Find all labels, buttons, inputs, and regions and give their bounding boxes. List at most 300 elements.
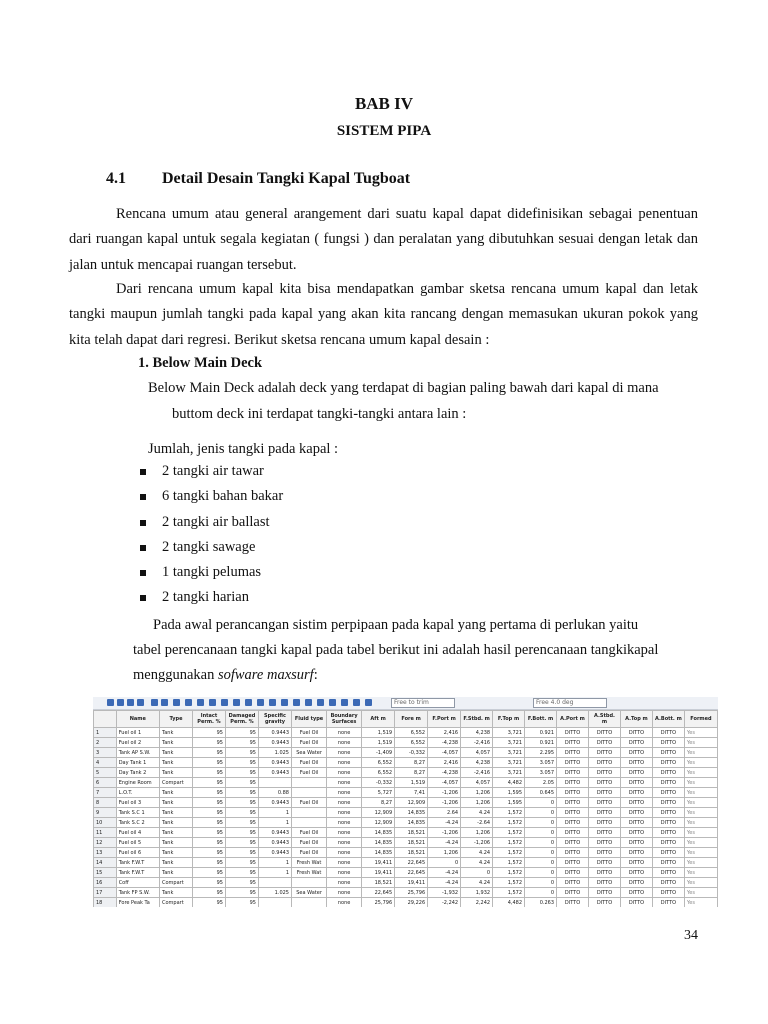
- table-cell[interactable]: Tank: [160, 808, 193, 818]
- table-cell[interactable]: 95: [226, 848, 259, 858]
- toolbar-button-icon[interactable]: [233, 699, 240, 706]
- table-cell[interactable]: none: [327, 768, 362, 778]
- table-cell[interactable]: 14,835: [362, 848, 395, 858]
- table-cell[interactable]: Yes: [684, 878, 717, 888]
- row-index[interactable]: 6: [94, 778, 117, 788]
- table-row[interactable]: [94, 888, 718, 898]
- table-cell[interactable]: 95: [226, 738, 259, 748]
- table-cell[interactable]: DITTO: [557, 888, 589, 898]
- row-index[interactable]: 1: [94, 728, 117, 738]
- table-cell[interactable]: [292, 818, 327, 828]
- column-header[interactable]: Formed: [684, 711, 717, 728]
- table-cell[interactable]: 95: [226, 858, 259, 868]
- table-cell[interactable]: Fuel Oil: [292, 828, 327, 838]
- row-index[interactable]: 13: [94, 848, 117, 858]
- table-cell[interactable]: [292, 808, 327, 818]
- table-cell[interactable]: -2,416: [461, 738, 493, 748]
- toolbar-button-icon[interactable]: [151, 699, 158, 706]
- table-cell[interactable]: 2,416: [428, 758, 461, 768]
- table-row[interactable]: [94, 788, 718, 798]
- table-cell[interactable]: DITTO: [620, 818, 652, 828]
- table-cell[interactable]: 95: [193, 848, 226, 858]
- column-header[interactable]: Type: [160, 711, 193, 728]
- column-header[interactable]: A.Port m: [557, 711, 589, 728]
- table-cell[interactable]: -4.24: [428, 838, 461, 848]
- table-row[interactable]: [94, 818, 718, 828]
- table-cell[interactable]: DITTO: [620, 898, 652, 908]
- row-index[interactable]: 4: [94, 758, 117, 768]
- toolbar-button-icon[interactable]: [353, 699, 360, 706]
- table-cell[interactable]: DITTO: [620, 738, 652, 748]
- toolbar-button-icon[interactable]: [257, 699, 264, 706]
- table-row[interactable]: [94, 778, 718, 788]
- table-cell[interactable]: none: [327, 788, 362, 798]
- table-cell[interactable]: Tank: [160, 868, 193, 878]
- table-cell[interactable]: DITTO: [652, 868, 684, 878]
- table-cell[interactable]: 3.057: [525, 768, 557, 778]
- toolbar-button-icon[interactable]: [185, 699, 192, 706]
- table-cell[interactable]: 1,572: [493, 858, 525, 868]
- table-cell[interactable]: [292, 878, 327, 888]
- table-cell[interactable]: 0.263: [525, 898, 557, 908]
- table-cell[interactable]: 4,482: [493, 898, 525, 908]
- heel-select[interactable]: Free 4.0 deg: [533, 698, 607, 708]
- table-cell[interactable]: none: [327, 758, 362, 768]
- table-cell[interactable]: DITTO: [652, 838, 684, 848]
- table-cell[interactable]: 1,519: [362, 738, 395, 748]
- table-cell[interactable]: DITTO: [652, 748, 684, 758]
- table-cell[interactable]: none: [327, 748, 362, 758]
- table-cell[interactable]: DITTO: [557, 728, 589, 738]
- table-cell[interactable]: DITTO: [652, 808, 684, 818]
- table-cell[interactable]: Fuel Oil: [292, 738, 327, 748]
- table-cell[interactable]: 0: [525, 888, 557, 898]
- table-cell[interactable]: DITTO: [557, 878, 589, 888]
- table-cell[interactable]: -4,057: [428, 778, 461, 788]
- column-header[interactable]: Aft m: [362, 711, 395, 728]
- table-cell[interactable]: none: [327, 818, 362, 828]
- table-cell[interactable]: DITTO: [620, 858, 652, 868]
- table-cell[interactable]: Tank: [160, 728, 193, 738]
- table-cell[interactable]: 3.057: [525, 758, 557, 768]
- table-cell[interactable]: DITTO: [620, 888, 652, 898]
- table-cell[interactable]: 95: [226, 748, 259, 758]
- table-cell[interactable]: 1: [259, 868, 292, 878]
- table-cell[interactable]: DITTO: [589, 778, 621, 788]
- table-cell[interactable]: 3,721: [493, 768, 525, 778]
- table-cell[interactable]: 8,27: [395, 758, 428, 768]
- trim-mode-select[interactable]: Free to trim: [391, 698, 455, 708]
- table-cell[interactable]: 6,552: [362, 768, 395, 778]
- column-header[interactable]: A.Bott. m: [652, 711, 684, 728]
- table-cell[interactable]: -1,206: [461, 838, 493, 848]
- table-cell[interactable]: DITTO: [652, 828, 684, 838]
- table-cell[interactable]: [259, 878, 292, 888]
- table-cell[interactable]: 18,521: [362, 878, 395, 888]
- table-cell[interactable]: Yes: [684, 838, 717, 848]
- row-index[interactable]: 17: [94, 888, 117, 898]
- table-cell[interactable]: 95: [193, 758, 226, 768]
- table-cell[interactable]: -4.24: [428, 878, 461, 888]
- table-cell[interactable]: 95: [193, 778, 226, 788]
- table-row[interactable]: [94, 858, 718, 868]
- table-cell[interactable]: Engine Room: [116, 778, 159, 788]
- table-cell[interactable]: -1,206: [428, 798, 461, 808]
- table-cell[interactable]: 95: [193, 808, 226, 818]
- table-cell[interactable]: Tank FP S.W.: [116, 888, 159, 898]
- table-cell[interactable]: 18,521: [395, 838, 428, 848]
- table-cell[interactable]: 95: [193, 828, 226, 838]
- toolbar-button-icon[interactable]: [293, 699, 300, 706]
- table-cell[interactable]: -1,206: [428, 828, 461, 838]
- table-cell[interactable]: 95: [226, 798, 259, 808]
- table-cell[interactable]: 25,796: [362, 898, 395, 908]
- table-cell[interactable]: Tank: [160, 818, 193, 828]
- table-row[interactable]: [94, 808, 718, 818]
- table-cell[interactable]: 3,721: [493, 758, 525, 768]
- table-cell[interactable]: [259, 778, 292, 788]
- table-cell[interactable]: 1,572: [493, 888, 525, 898]
- table-cell[interactable]: 19,411: [395, 878, 428, 888]
- row-index[interactable]: 10: [94, 818, 117, 828]
- table-cell[interactable]: 95: [226, 878, 259, 888]
- table-cell[interactable]: [292, 778, 327, 788]
- table-row[interactable]: [94, 738, 718, 748]
- row-index[interactable]: 9: [94, 808, 117, 818]
- table-cell[interactable]: 6,552: [395, 728, 428, 738]
- column-header[interactable]: A.Top m: [620, 711, 652, 728]
- table-cell[interactable]: 2.295: [525, 748, 557, 758]
- table-cell[interactable]: Tank S.C 1: [116, 808, 159, 818]
- table-cell[interactable]: DITTO: [557, 788, 589, 798]
- table-cell[interactable]: 1,572: [493, 848, 525, 858]
- table-cell[interactable]: none: [327, 898, 362, 908]
- table-cell[interactable]: Yes: [684, 778, 717, 788]
- table-cell[interactable]: DITTO: [652, 848, 684, 858]
- table-cell[interactable]: 22,645: [362, 888, 395, 898]
- table-cell[interactable]: 95: [193, 818, 226, 828]
- table-cell[interactable]: 14,835: [395, 818, 428, 828]
- table-cell[interactable]: Yes: [684, 868, 717, 878]
- table-cell[interactable]: Fuel Oil: [292, 798, 327, 808]
- table-cell[interactable]: 1,572: [493, 818, 525, 828]
- table-cell[interactable]: DITTO: [620, 788, 652, 798]
- table-cell[interactable]: 1,572: [493, 808, 525, 818]
- table-cell[interactable]: 0: [525, 848, 557, 858]
- table-cell[interactable]: 95: [193, 898, 226, 908]
- toolbar-button-icon[interactable]: [329, 699, 336, 706]
- row-index[interactable]: 3: [94, 748, 117, 758]
- table-cell[interactable]: 0.9443: [259, 838, 292, 848]
- table-cell[interactable]: 95: [226, 828, 259, 838]
- table-cell[interactable]: DITTO: [589, 788, 621, 798]
- table-cell[interactable]: DITTO: [589, 738, 621, 748]
- table-cell[interactable]: 0.9443: [259, 828, 292, 838]
- table-cell[interactable]: 95: [226, 778, 259, 788]
- table-cell[interactable]: 3,721: [493, 738, 525, 748]
- table-cell[interactable]: DITTO: [589, 748, 621, 758]
- toolbar-button-icon[interactable]: [173, 699, 180, 706]
- table-cell[interactable]: 95: [226, 768, 259, 778]
- table-cell[interactable]: Compart: [160, 878, 193, 888]
- toolbar-button-icon[interactable]: [209, 699, 216, 706]
- column-header[interactable]: Intact Perm. %: [193, 711, 226, 728]
- table-cell[interactable]: Yes: [684, 888, 717, 898]
- table-cell[interactable]: Tank F.W.T: [116, 868, 159, 878]
- toolbar-button-icon[interactable]: [127, 699, 134, 706]
- table-row[interactable]: [94, 768, 718, 778]
- table-cell[interactable]: Yes: [684, 828, 717, 838]
- table-cell[interactable]: DITTO: [589, 838, 621, 848]
- table-cell[interactable]: 0: [461, 868, 493, 878]
- column-header[interactable]: Fore m: [395, 711, 428, 728]
- table-cell[interactable]: DITTO: [652, 768, 684, 778]
- table-cell[interactable]: 95: [226, 728, 259, 738]
- table-cell[interactable]: 0.9443: [259, 728, 292, 738]
- table-cell[interactable]: DITTO: [652, 888, 684, 898]
- table-cell[interactable]: Yes: [684, 898, 717, 908]
- table-cell[interactable]: 95: [193, 838, 226, 848]
- table-cell[interactable]: Day Tank 1: [116, 758, 159, 768]
- table-cell[interactable]: DITTO: [620, 798, 652, 808]
- table-cell[interactable]: DITTO: [652, 738, 684, 748]
- table-cell[interactable]: 95: [226, 808, 259, 818]
- table-cell[interactable]: Fresh Wat: [292, 858, 327, 868]
- table-cell[interactable]: Yes: [684, 808, 717, 818]
- table-cell[interactable]: 12,909: [362, 818, 395, 828]
- table-cell[interactable]: DITTO: [589, 878, 621, 888]
- column-header[interactable]: A.Stbd. m: [589, 711, 621, 728]
- toolbar-button-icon[interactable]: [269, 699, 276, 706]
- row-index[interactable]: 5: [94, 768, 117, 778]
- table-cell[interactable]: 0: [428, 858, 461, 868]
- column-header[interactable]: Name: [116, 711, 159, 728]
- column-header[interactable]: F.Port m: [428, 711, 461, 728]
- table-cell[interactable]: none: [327, 778, 362, 788]
- table-cell[interactable]: Coff: [116, 878, 159, 888]
- table-cell[interactable]: 95: [193, 738, 226, 748]
- table-cell[interactable]: Tank: [160, 738, 193, 748]
- table-cell[interactable]: 0: [525, 858, 557, 868]
- table-cell[interactable]: 6,552: [395, 738, 428, 748]
- table-cell[interactable]: none: [327, 868, 362, 878]
- table-cell[interactable]: 7,41: [395, 788, 428, 798]
- table-cell[interactable]: [292, 788, 327, 798]
- table-cell[interactable]: Fuel Oil: [292, 728, 327, 738]
- table-cell[interactable]: 95: [226, 758, 259, 768]
- table-cell[interactable]: Tank: [160, 768, 193, 778]
- toolbar-button-icon[interactable]: [137, 699, 144, 706]
- column-header[interactable]: F.Bott. m: [525, 711, 557, 728]
- table-cell[interactable]: -0,332: [362, 778, 395, 788]
- table-cell[interactable]: DITTO: [620, 728, 652, 738]
- table-cell[interactable]: 6,552: [362, 758, 395, 768]
- table-cell[interactable]: 95: [226, 838, 259, 848]
- table-cell[interactable]: Tank: [160, 748, 193, 758]
- table-cell[interactable]: 4,238: [461, 728, 493, 738]
- toolbar-button-icon[interactable]: [197, 699, 204, 706]
- row-index[interactable]: 8: [94, 798, 117, 808]
- table-cell[interactable]: 18,521: [395, 828, 428, 838]
- table-cell[interactable]: Yes: [684, 758, 717, 768]
- table-cell[interactable]: DITTO: [589, 858, 621, 868]
- table-cell[interactable]: 0.921: [525, 728, 557, 738]
- table-cell[interactable]: DITTO: [589, 888, 621, 898]
- table-cell[interactable]: 0.9443: [259, 738, 292, 748]
- table-cell[interactable]: DITTO: [557, 748, 589, 758]
- table-cell[interactable]: 1.025: [259, 748, 292, 758]
- column-header[interactable]: Boundary Surfaces: [327, 711, 362, 728]
- table-cell[interactable]: 14,835: [395, 808, 428, 818]
- table-cell[interactable]: DITTO: [620, 828, 652, 838]
- table-cell[interactable]: [292, 898, 327, 908]
- table-cell[interactable]: Fuel oil 4: [116, 828, 159, 838]
- table-row[interactable]: [94, 838, 718, 848]
- table-cell[interactable]: Tank: [160, 828, 193, 838]
- table-cell[interactable]: DITTO: [589, 818, 621, 828]
- table-cell[interactable]: 95: [193, 858, 226, 868]
- table-cell[interactable]: 95: [226, 818, 259, 828]
- row-index[interactable]: 7: [94, 788, 117, 798]
- table-cell[interactable]: DITTO: [652, 898, 684, 908]
- table-cell[interactable]: none: [327, 828, 362, 838]
- table-cell[interactable]: Fuel oil 5: [116, 838, 159, 848]
- table-cell[interactable]: DITTO: [589, 768, 621, 778]
- table-cell[interactable]: none: [327, 738, 362, 748]
- table-cell[interactable]: 4.24: [461, 808, 493, 818]
- table-cell[interactable]: DITTO: [557, 778, 589, 788]
- table-cell[interactable]: 4.24: [461, 878, 493, 888]
- table-cell[interactable]: 95: [226, 898, 259, 908]
- table-cell[interactable]: Sea Water: [292, 748, 327, 758]
- table-cell[interactable]: DITTO: [589, 798, 621, 808]
- table-cell[interactable]: 0: [525, 838, 557, 848]
- table-cell[interactable]: Tank: [160, 838, 193, 848]
- table-cell[interactable]: -4.24: [428, 868, 461, 878]
- table-cell[interactable]: Tank: [160, 848, 193, 858]
- table-cell[interactable]: 4,057: [461, 778, 493, 788]
- table-cell[interactable]: 95: [193, 728, 226, 738]
- table-cell[interactable]: -2,416: [461, 768, 493, 778]
- table-cell[interactable]: DITTO: [557, 768, 589, 778]
- table-cell[interactable]: Fuel Oil: [292, 768, 327, 778]
- table-cell[interactable]: 1,595: [493, 798, 525, 808]
- table-cell[interactable]: 1,572: [493, 868, 525, 878]
- table-cell[interactable]: -1,409: [362, 748, 395, 758]
- table-cell[interactable]: DITTO: [652, 878, 684, 888]
- table-cell[interactable]: 4,482: [493, 778, 525, 788]
- toolbar-button-icon[interactable]: [161, 699, 168, 706]
- table-cell[interactable]: DITTO: [557, 758, 589, 768]
- column-header[interactable]: F.Stbd. m: [461, 711, 493, 728]
- toolbar-button-icon[interactable]: [365, 699, 372, 706]
- table-cell[interactable]: DITTO: [620, 748, 652, 758]
- table-cell[interactable]: Fuel oil 6: [116, 848, 159, 858]
- table-cell[interactable]: 3,721: [493, 728, 525, 738]
- table-cell[interactable]: 95: [193, 888, 226, 898]
- toolbar-button-icon[interactable]: [317, 699, 324, 706]
- table-cell[interactable]: DITTO: [589, 728, 621, 738]
- table-cell[interactable]: -4,238: [428, 768, 461, 778]
- table-cell[interactable]: Yes: [684, 748, 717, 758]
- table-cell[interactable]: 22,645: [395, 858, 428, 868]
- table-cell[interactable]: 1,206: [461, 788, 493, 798]
- table-cell[interactable]: 0.9443: [259, 768, 292, 778]
- row-index[interactable]: 18: [94, 898, 117, 908]
- table-row[interactable]: [94, 828, 718, 838]
- table-cell[interactable]: none: [327, 838, 362, 848]
- table-cell[interactable]: -4.24: [428, 818, 461, 828]
- table-cell[interactable]: 14,835: [362, 828, 395, 838]
- table-cell[interactable]: none: [327, 858, 362, 868]
- table-cell[interactable]: 1,572: [493, 838, 525, 848]
- table-row[interactable]: [94, 728, 718, 738]
- table-cell[interactable]: 0: [525, 818, 557, 828]
- table-cell[interactable]: Yes: [684, 798, 717, 808]
- table-cell[interactable]: -1,932: [428, 888, 461, 898]
- table-cell[interactable]: DITTO: [557, 868, 589, 878]
- table-cell[interactable]: DITTO: [557, 818, 589, 828]
- table-cell[interactable]: 95: [193, 748, 226, 758]
- table-cell[interactable]: 8,27: [395, 768, 428, 778]
- table-cell[interactable]: 0.9443: [259, 848, 292, 858]
- table-cell[interactable]: 0.88: [259, 788, 292, 798]
- table-cell[interactable]: 4.24: [461, 848, 493, 858]
- table-cell[interactable]: none: [327, 808, 362, 818]
- table-cell[interactable]: Fuel Oil: [292, 758, 327, 768]
- table-cell[interactable]: Tank: [160, 888, 193, 898]
- row-index[interactable]: 16: [94, 878, 117, 888]
- table-row[interactable]: [94, 798, 718, 808]
- table-cell[interactable]: Yes: [684, 728, 717, 738]
- table-row[interactable]: [94, 748, 718, 758]
- table-cell[interactable]: 95: [193, 878, 226, 888]
- table-cell[interactable]: Tank: [160, 788, 193, 798]
- table-cell[interactable]: Compart: [160, 898, 193, 908]
- row-index[interactable]: 15: [94, 868, 117, 878]
- table-cell[interactable]: Fuel oil 1: [116, 728, 159, 738]
- table-cell[interactable]: Sea Water: [292, 888, 327, 898]
- toolbar-button-icon[interactable]: [341, 699, 348, 706]
- column-header[interactable]: F.Top m: [493, 711, 525, 728]
- table-cell[interactable]: 0: [525, 808, 557, 818]
- table-cell[interactable]: DITTO: [557, 808, 589, 818]
- table-cell[interactable]: Fuel oil 3: [116, 798, 159, 808]
- table-cell[interactable]: 0: [525, 878, 557, 888]
- table-cell[interactable]: 1,519: [362, 728, 395, 738]
- table-cell[interactable]: DITTO: [589, 848, 621, 858]
- table-cell[interactable]: DITTO: [652, 818, 684, 828]
- table-cell[interactable]: 0.645: [525, 788, 557, 798]
- table-cell[interactable]: 1,572: [493, 878, 525, 888]
- table-cell[interactable]: none: [327, 848, 362, 858]
- table-cell[interactable]: 2,416: [428, 728, 461, 738]
- table-cell[interactable]: 2.64: [428, 808, 461, 818]
- table-cell[interactable]: DITTO: [557, 798, 589, 808]
- column-header[interactable]: Specific gravity: [259, 711, 292, 728]
- table-row[interactable]: [94, 758, 718, 768]
- table-cell[interactable]: Fuel oil 2: [116, 738, 159, 748]
- table-cell[interactable]: Tank: [160, 758, 193, 768]
- table-cell[interactable]: 95: [193, 868, 226, 878]
- toolbar-button-icon[interactable]: [117, 699, 124, 706]
- table-cell[interactable]: DITTO: [652, 778, 684, 788]
- table-cell[interactable]: DITTO: [557, 738, 589, 748]
- row-index[interactable]: 14: [94, 858, 117, 868]
- table-cell[interactable]: 4,238: [461, 758, 493, 768]
- row-index[interactable]: 11: [94, 828, 117, 838]
- table-cell[interactable]: -4,238: [428, 738, 461, 748]
